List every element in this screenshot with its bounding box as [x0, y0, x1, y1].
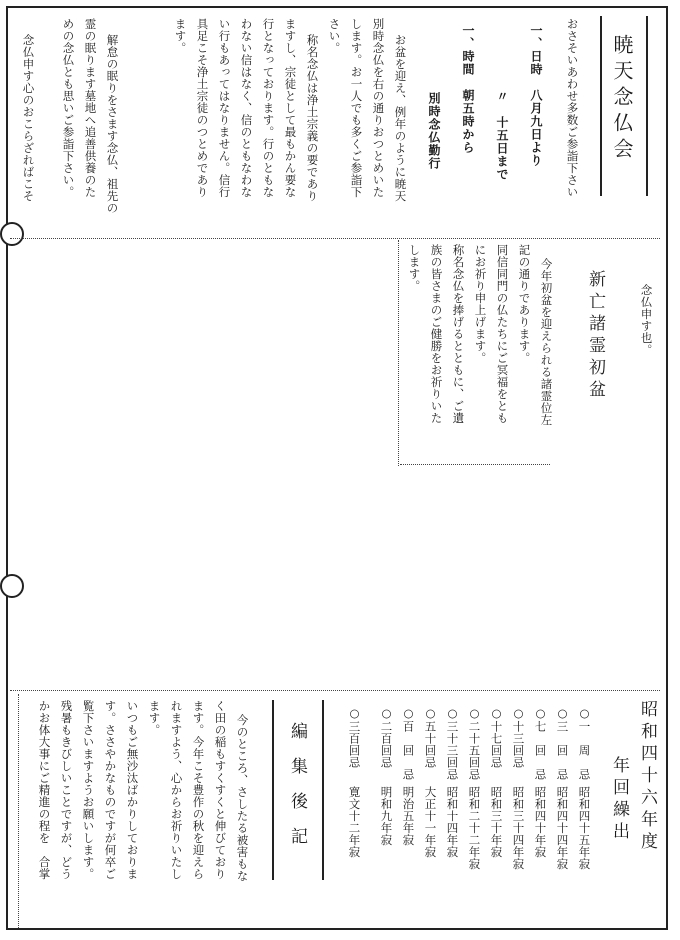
nenki-year: 昭和三十年寂 [489, 786, 504, 858]
gyoten-body-line: めの念仏とも思いご参詣下さい。 [61, 18, 76, 198]
gyoten-schedule-2: 〃 十五日まで [495, 90, 509, 181]
hatsubon-title: 新亡諸霊初盆 [585, 270, 605, 402]
nenki-kai: ○三十三回忌 [445, 706, 460, 781]
gyoten-body-line: わない信はなく、信のともなわな [239, 18, 254, 198]
nenki-kai: ○百 回 忌 [401, 706, 416, 781]
gyoten-schedule-1: 一、日時 八月九日より [529, 24, 543, 167]
nenki-kai: ○七 回 忌 [533, 706, 548, 781]
nenki-year: 明治五年寂 [401, 786, 416, 846]
nenki-kai: ○二十五回忌 [467, 706, 482, 781]
henshu-body-line: ます。 [147, 700, 162, 736]
divider-dotted [18, 694, 19, 928]
henshu-body-line: ます。今年こそ豊作の秋を迎えら [191, 700, 206, 880]
nenki-kai: ○一 周 忌 [577, 706, 592, 781]
gyoten-body-line: 霊の眠ります墓地へ追善供養のた [83, 18, 98, 198]
gyoten-body-line: 別時念仏を右の通りおつとめいた [371, 18, 386, 198]
gyoten-title: 暁天念仏会 [610, 34, 634, 164]
gyoten-body-line: さい。 [327, 18, 342, 54]
henshu-body-line: く田の稲もすくすくと伸びており [213, 700, 228, 880]
henshu-body-line: かお体大事にご精進の程を 合掌 [37, 700, 52, 880]
henshu-body-line: 残暑もきびしいことですが、どう [59, 700, 74, 880]
nenki-kai: ○十三回忌 [511, 706, 526, 769]
nenki-kai: ○三 回 忌 [555, 706, 570, 781]
henshu-body-line: いつもご無沙汰ばかりしておりま [125, 700, 140, 880]
nenki-year: 昭和四十四年寂 [555, 786, 570, 870]
nenki-kai: ○十七回忌 [489, 706, 504, 769]
henshu-body-line: れますよう、心からお祈りいたし [169, 700, 184, 880]
gyoten-body-line: 行となっております。行のともな [261, 18, 276, 198]
binding-hole-bottom [0, 574, 24, 598]
divider-dotted [10, 238, 660, 239]
hatsubon-body-line: にお祈り申上げます。 [473, 244, 488, 364]
hatsubon-body-line: 今年初盆を迎えられる諸霊位左 [539, 258, 554, 426]
divider-dotted [10, 690, 660, 691]
hatsubon-body-line: します。 [407, 244, 422, 292]
gyoten-body-line: 称名念仏は浄土宗義の要であり [305, 34, 320, 202]
nenki-year: 寛文十二年寂 [347, 786, 362, 858]
hatsubon-body-line: 称名念仏を捧げるとともに、ご遺 [451, 244, 466, 424]
nenki-subtitle: 年回繰出 [609, 756, 629, 844]
fragment-text: 念仏申す也。 [639, 284, 654, 356]
henshu-title-box [272, 700, 324, 880]
gyoten-body-line: します。お一人でも多くご参詣下 [349, 18, 364, 198]
nenki-year: 大正十一年寂 [423, 786, 438, 858]
nenki-year: 昭和十四年寂 [445, 786, 460, 858]
henshu-body-line: 今のところ、さしたる被害もな [235, 714, 250, 882]
gyoten-body-line: ますし、宗徒として最もかん要な [283, 18, 298, 198]
nenki-kai: ○五十回忌 [423, 706, 438, 769]
nenki-kai: ○二百回忌 [379, 706, 394, 769]
gyoten-body-line: 念仏申す心のおこらざればこそ [21, 34, 36, 202]
gyoten-body-line: い行もあってはなりません。信行 [217, 18, 232, 198]
nenki-year: 昭和四十年寂 [533, 786, 548, 858]
henshu-body-line: 覧下さいますようお願いします。 [81, 700, 96, 880]
hatsubon-body-line: 記の通りであります。 [517, 244, 532, 364]
binding-hole-top [0, 222, 24, 246]
divider-dotted [398, 240, 399, 466]
nenki-year: 昭和四十五年寂 [577, 786, 592, 870]
gyoten-title-box [600, 16, 648, 196]
gyoten-body-line: お盆を迎え、例年のように暁天 [393, 34, 408, 202]
nenki-title: 昭和四十六年度 [637, 700, 657, 854]
nenki-year: 昭和三十四年寂 [511, 786, 526, 870]
henshu-title: 編集後記 [287, 722, 307, 862]
hatsubon-body-line: 同信同門の仏たちにご冥福をとも [495, 244, 510, 424]
gyoten-body-line: 具足こそ浄土宗徒のつとめであり [195, 18, 210, 198]
gyoten-body-line: ます。 [173, 18, 188, 54]
gyoten-schedule-4: 別時念仏勤行 [427, 92, 441, 170]
divider-dotted [400, 464, 550, 465]
gyoten-invite: おさそいあわせ多数ご参詣下さい [565, 18, 580, 198]
nenki-year: 明和九年寂 [379, 786, 394, 846]
nenki-year: 昭和二十二年寂 [467, 786, 482, 870]
hatsubon-body-line: 族の皆さまのご健勝をお祈りいた [429, 244, 444, 424]
gyoten-body-line: 解怠の眠りをさます念仏、祖先の [105, 34, 120, 214]
nenki-kai: ○三百回忌 [347, 706, 362, 769]
gyoten-schedule-3: 一、時間 朝五時から [461, 24, 475, 154]
henshu-body-line: す。ささやかなものですが何卒ご [103, 700, 118, 880]
